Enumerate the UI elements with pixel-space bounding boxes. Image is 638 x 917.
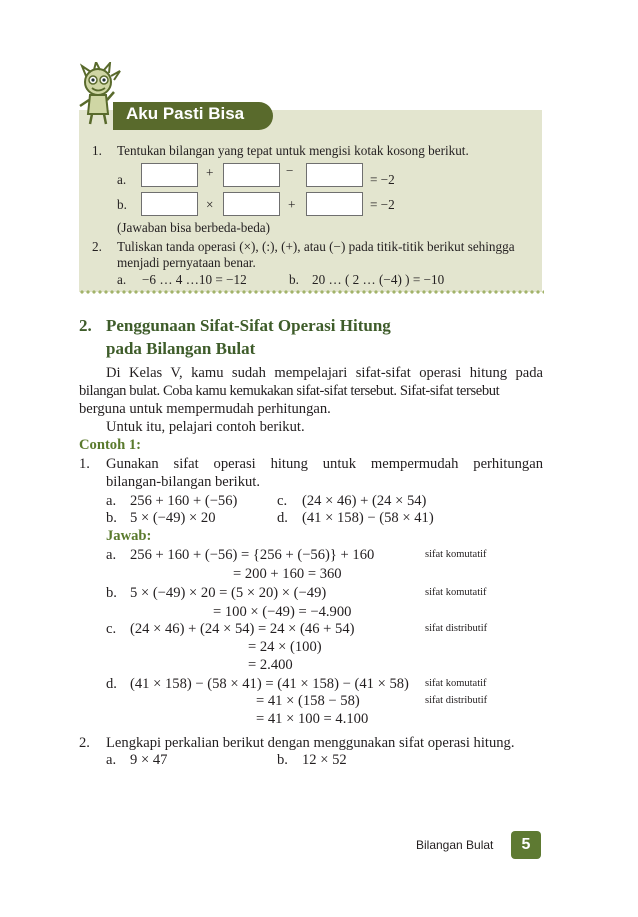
paragraph-line: Untuk itu, pelajari contoh berikut. — [106, 419, 305, 435]
example-item-label: b. — [106, 510, 117, 526]
exercise-q1-text: Tentukan bilangan yang tepat untuk mengisi kotak kosong berikut. — [117, 143, 469, 158]
operator-plus: + — [206, 165, 214, 180]
example-q2a-label: a. — [106, 752, 117, 768]
operator-times: × — [206, 197, 214, 212]
example-q1-line1: Gunakan sifat operasi hitung untuk mempermudah perhitungan — [106, 456, 543, 472]
answer-d-line1: (41 × 158) − (58 × 41) = (41 × 158) − (41 × 58) — [130, 676, 409, 692]
example-item-expr: 256 + 160 + (−56) — [130, 493, 238, 509]
exercise-q2-text-line2: menjadi pernyataan benar. — [117, 255, 256, 270]
exercise-q1-number: 1. — [92, 143, 102, 158]
exercise-q2b-expr: 20 … ( 2 … (−4) ) = −10 — [312, 272, 445, 287]
answer-a-note: sifat komutatif — [425, 549, 487, 560]
example-item-label: a. — [106, 493, 117, 509]
example-item-label: d. — [277, 510, 288, 526]
example-label: Contoh 1: — [79, 437, 142, 453]
exercise-q2a-expr: −6 … 4 …10 = −12 — [142, 272, 247, 287]
answer-b-note: sifat komutatif — [425, 587, 487, 598]
answer-c-note: sifat distributif — [425, 623, 488, 634]
exercise-q1-note: (Jawaban bisa berbeda-beda) — [117, 220, 271, 235]
example-item-expr: (24 × 46) + (24 × 54) — [302, 493, 427, 509]
paragraph-line: Di Kelas V, kamu sudah mempelajari sifat-sifat operasi hitung pada — [106, 365, 543, 381]
section-title-line2: pada Bilangan Bulat — [106, 339, 256, 358]
answer-d-note: sifat distributif — [425, 695, 488, 706]
answer-c-line1: (24 × 46) + (24 × 54) = 24 × (46 + 54) — [130, 621, 355, 637]
answer-d-line3: = 41 × 100 = 4.100 — [256, 711, 369, 727]
exercise-q1a-label: a. — [117, 172, 127, 187]
example-q2-text: Lengkapi perkalian berikut dengan menggunakan sifat operasi hitung. — [106, 735, 515, 751]
answer-a-line1: 256 + 160 + (−56) = {256 + (−56)} + 160 — [130, 547, 375, 563]
answer-d-line2: = 41 × (158 − 58) — [256, 693, 360, 709]
exercise-q2a-label: a. — [117, 272, 127, 287]
section-title-line1: Penggunaan Sifat-Sifat Operasi Hitung — [106, 316, 391, 335]
section-number: 2. — [79, 316, 92, 335]
answer-box[interactable] — [223, 163, 280, 187]
answer-box[interactable] — [223, 192, 280, 216]
operator-minus: − — [286, 163, 294, 178]
example-q2b-expr: 12 × 52 — [302, 752, 347, 768]
answer-box[interactable] — [141, 163, 198, 187]
answer-c-line2: = 24 × (100) — [248, 639, 322, 655]
answer-b-line1: 5 × (−49) × 20 = (5 × 20) × (−49) — [130, 585, 327, 601]
answer-box[interactable] — [306, 163, 363, 187]
answer-d-note: sifat komutatif — [425, 678, 487, 689]
answer-d-label: d. — [106, 676, 117, 692]
example-q2a-expr: 9 × 47 — [130, 752, 168, 768]
example-q2b-label: b. — [277, 752, 288, 768]
paragraph-line: bilangan bulat. Coba kamu kemukakan sifat-sifat tersebut. Sifat-sifat tersebut — [79, 383, 500, 399]
dotted-divider — [79, 289, 544, 295]
exercise-q1b-result: = −2 — [370, 197, 395, 212]
example-item-expr: 5 × (−49) × 20 — [130, 510, 216, 526]
answer-label: Jawab: — [106, 528, 152, 544]
exercise-q2-number: 2. — [92, 239, 102, 254]
exercise-q2b-label: b. — [289, 272, 299, 287]
example-item-label: c. — [277, 493, 288, 509]
page-number: 5 — [521, 836, 531, 853]
mascot-icon — [78, 62, 126, 128]
exercise-title: Aku Pasti Bisa — [126, 104, 245, 123]
exercise-q2-text-line1: Tuliskan tanda operasi (×), (:), (+), atau (−) pada titik-titik berikut sehingga — [117, 239, 515, 254]
paragraph-line: berguna untuk mempermudah perhitungan. — [79, 401, 331, 417]
answer-box[interactable] — [141, 192, 198, 216]
exercise-q1b-label: b. — [117, 197, 127, 212]
example-q2-number: 2. — [79, 735, 90, 751]
answer-c-label: c. — [106, 621, 117, 637]
answer-box[interactable] — [306, 192, 363, 216]
answer-a-line2: = 200 + 160 = 360 — [233, 566, 342, 582]
answer-b-label: b. — [106, 585, 117, 601]
operator-plus: + — [288, 197, 296, 212]
answer-a-label: a. — [106, 547, 117, 563]
answer-b-line2: = 100 × (−49) = −4.900 — [213, 604, 352, 620]
example-item-expr: (41 × 158) − (58 × 41) — [302, 510, 434, 526]
example-q1-line2: bilangan-bilangan berikut. — [106, 474, 260, 490]
exercise-q1a-result: = −2 — [370, 172, 395, 187]
footer-chapter-title: Bilangan Bulat — [416, 838, 494, 852]
answer-c-line3: = 2.400 — [248, 657, 293, 673]
example-q1-number: 1. — [79, 456, 90, 472]
